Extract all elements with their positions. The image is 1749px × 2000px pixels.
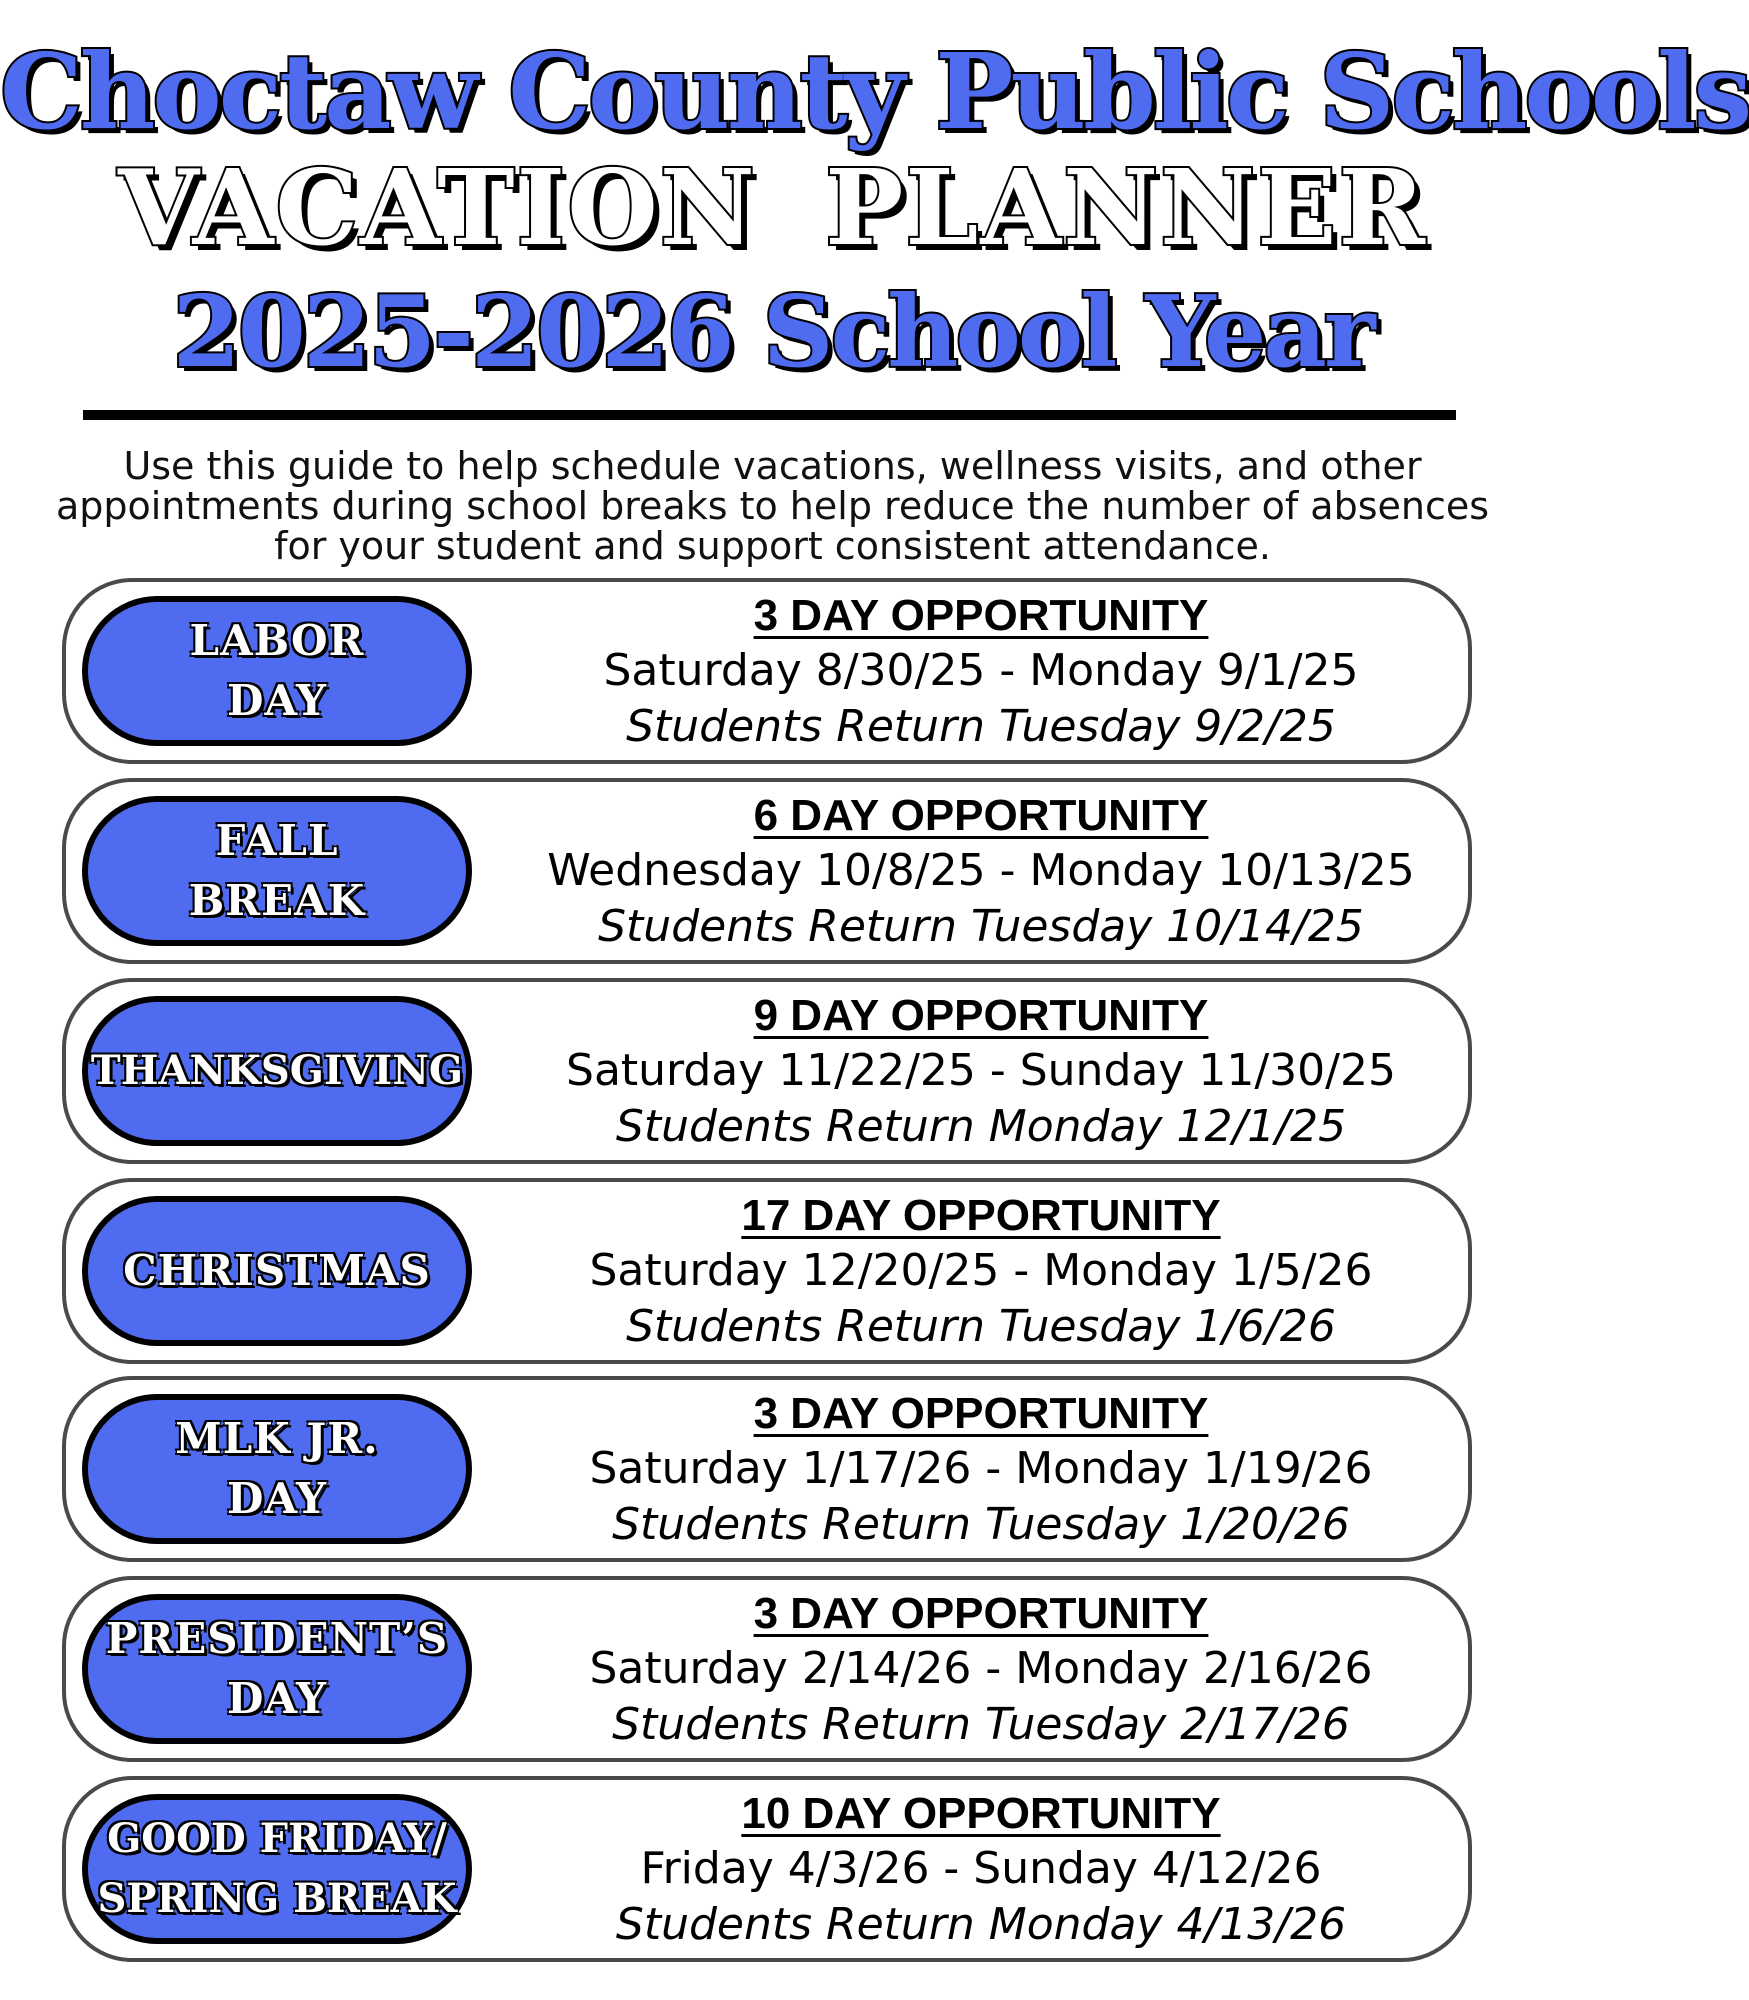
break-card-thanksgiving — [62, 978, 1472, 1164]
break-details — [486, 1788, 1476, 1952]
break-label-pill — [82, 1794, 472, 1944]
intro-text: Use this guide to help schedule vacations, wellness visits, and other appointments during school breaks to help reduce the number of absences for your student and support consistent attendance. — [55, 444, 1490, 568]
break-label: PRESIDENT’S DAY — [105, 1614, 449, 1723]
return-date: Students Return Tuesday 9/2/25 — [626, 701, 1336, 752]
break-details — [486, 590, 1476, 754]
break-label: GOOD FRIDAY/ SPRING BREAK — [97, 1815, 457, 1922]
break-label-pill — [82, 1394, 472, 1544]
break-label: THANKSGIVING — [90, 1047, 464, 1094]
date-range: Saturday 12/20/25 - Monday 1/5/26 — [589, 1245, 1373, 1296]
break-card-fall-break — [62, 778, 1472, 964]
break-label-pill — [82, 796, 472, 946]
break-details — [486, 790, 1476, 954]
date-range: Saturday 8/30/25 - Monday 9/1/25 — [603, 645, 1359, 696]
break-label: LABOR DAY — [189, 616, 365, 725]
break-label-pill — [82, 596, 472, 746]
date-range: Saturday 11/22/25 - Sunday 11/30/25 — [566, 1045, 1396, 1096]
return-date: Students Return Monday 12/1/25 — [615, 1101, 1347, 1152]
return-date: Students Return Tuesday 1/20/26 — [612, 1499, 1350, 1550]
break-card-presidents-day — [62, 1576, 1472, 1762]
break-card-christmas — [62, 1178, 1472, 1364]
opportunity-heading: 10 DAY OPPORTUNITY — [741, 1789, 1221, 1838]
break-label-pill — [82, 1594, 472, 1744]
date-range: Saturday 1/17/26 - Monday 1/19/26 — [589, 1443, 1373, 1494]
divider — [83, 410, 1456, 420]
break-details — [486, 1190, 1476, 1354]
date-range: Friday 4/3/26 - Sunday 4/12/26 — [640, 1843, 1322, 1894]
opportunity-heading: 3 DAY OPPORTUNITY — [753, 1389, 1209, 1438]
date-range: Saturday 2/14/26 - Monday 2/16/26 — [589, 1643, 1373, 1694]
break-card-spring-break — [62, 1776, 1472, 1962]
return-date: Students Return Tuesday 1/6/26 — [626, 1301, 1336, 1352]
break-label: FALL BREAK — [188, 816, 366, 925]
date-range: Wednesday 10/8/25 - Monday 10/13/25 — [547, 845, 1415, 896]
header — [0, 30, 1749, 394]
break-card-mlk-day — [62, 1376, 1472, 1562]
break-label: MLK JR. DAY — [175, 1414, 379, 1523]
break-card-labor-day — [62, 578, 1472, 764]
break-details — [486, 990, 1476, 1154]
opportunity-heading: 17 DAY OPPORTUNITY — [741, 1191, 1221, 1240]
opportunity-heading: 9 DAY OPPORTUNITY — [753, 991, 1209, 1040]
break-label-pill — [82, 996, 472, 1146]
break-details — [486, 1388, 1476, 1552]
opportunity-heading: 6 DAY OPPORTUNITY — [753, 791, 1209, 840]
return-date: Students Return Tuesday 2/17/26 — [612, 1699, 1350, 1750]
break-label: CHRISTMAS — [123, 1246, 431, 1295]
break-details — [486, 1588, 1476, 1752]
break-label-pill — [82, 1196, 472, 1346]
opportunity-heading: 3 DAY OPPORTUNITY — [753, 591, 1209, 640]
opportunity-heading: 3 DAY OPPORTUNITY — [753, 1589, 1209, 1638]
school-name-title: Choctaw County Public Schools — [0, 30, 1749, 153]
school-year-title: 2025-2026 School Year — [172, 275, 1373, 390]
return-date: Students Return Monday 4/13/26 — [615, 1899, 1347, 1950]
vacation-planner-title: VACATION PLANNER — [118, 146, 1427, 269]
return-date: Students Return Tuesday 10/14/25 — [598, 901, 1364, 952]
